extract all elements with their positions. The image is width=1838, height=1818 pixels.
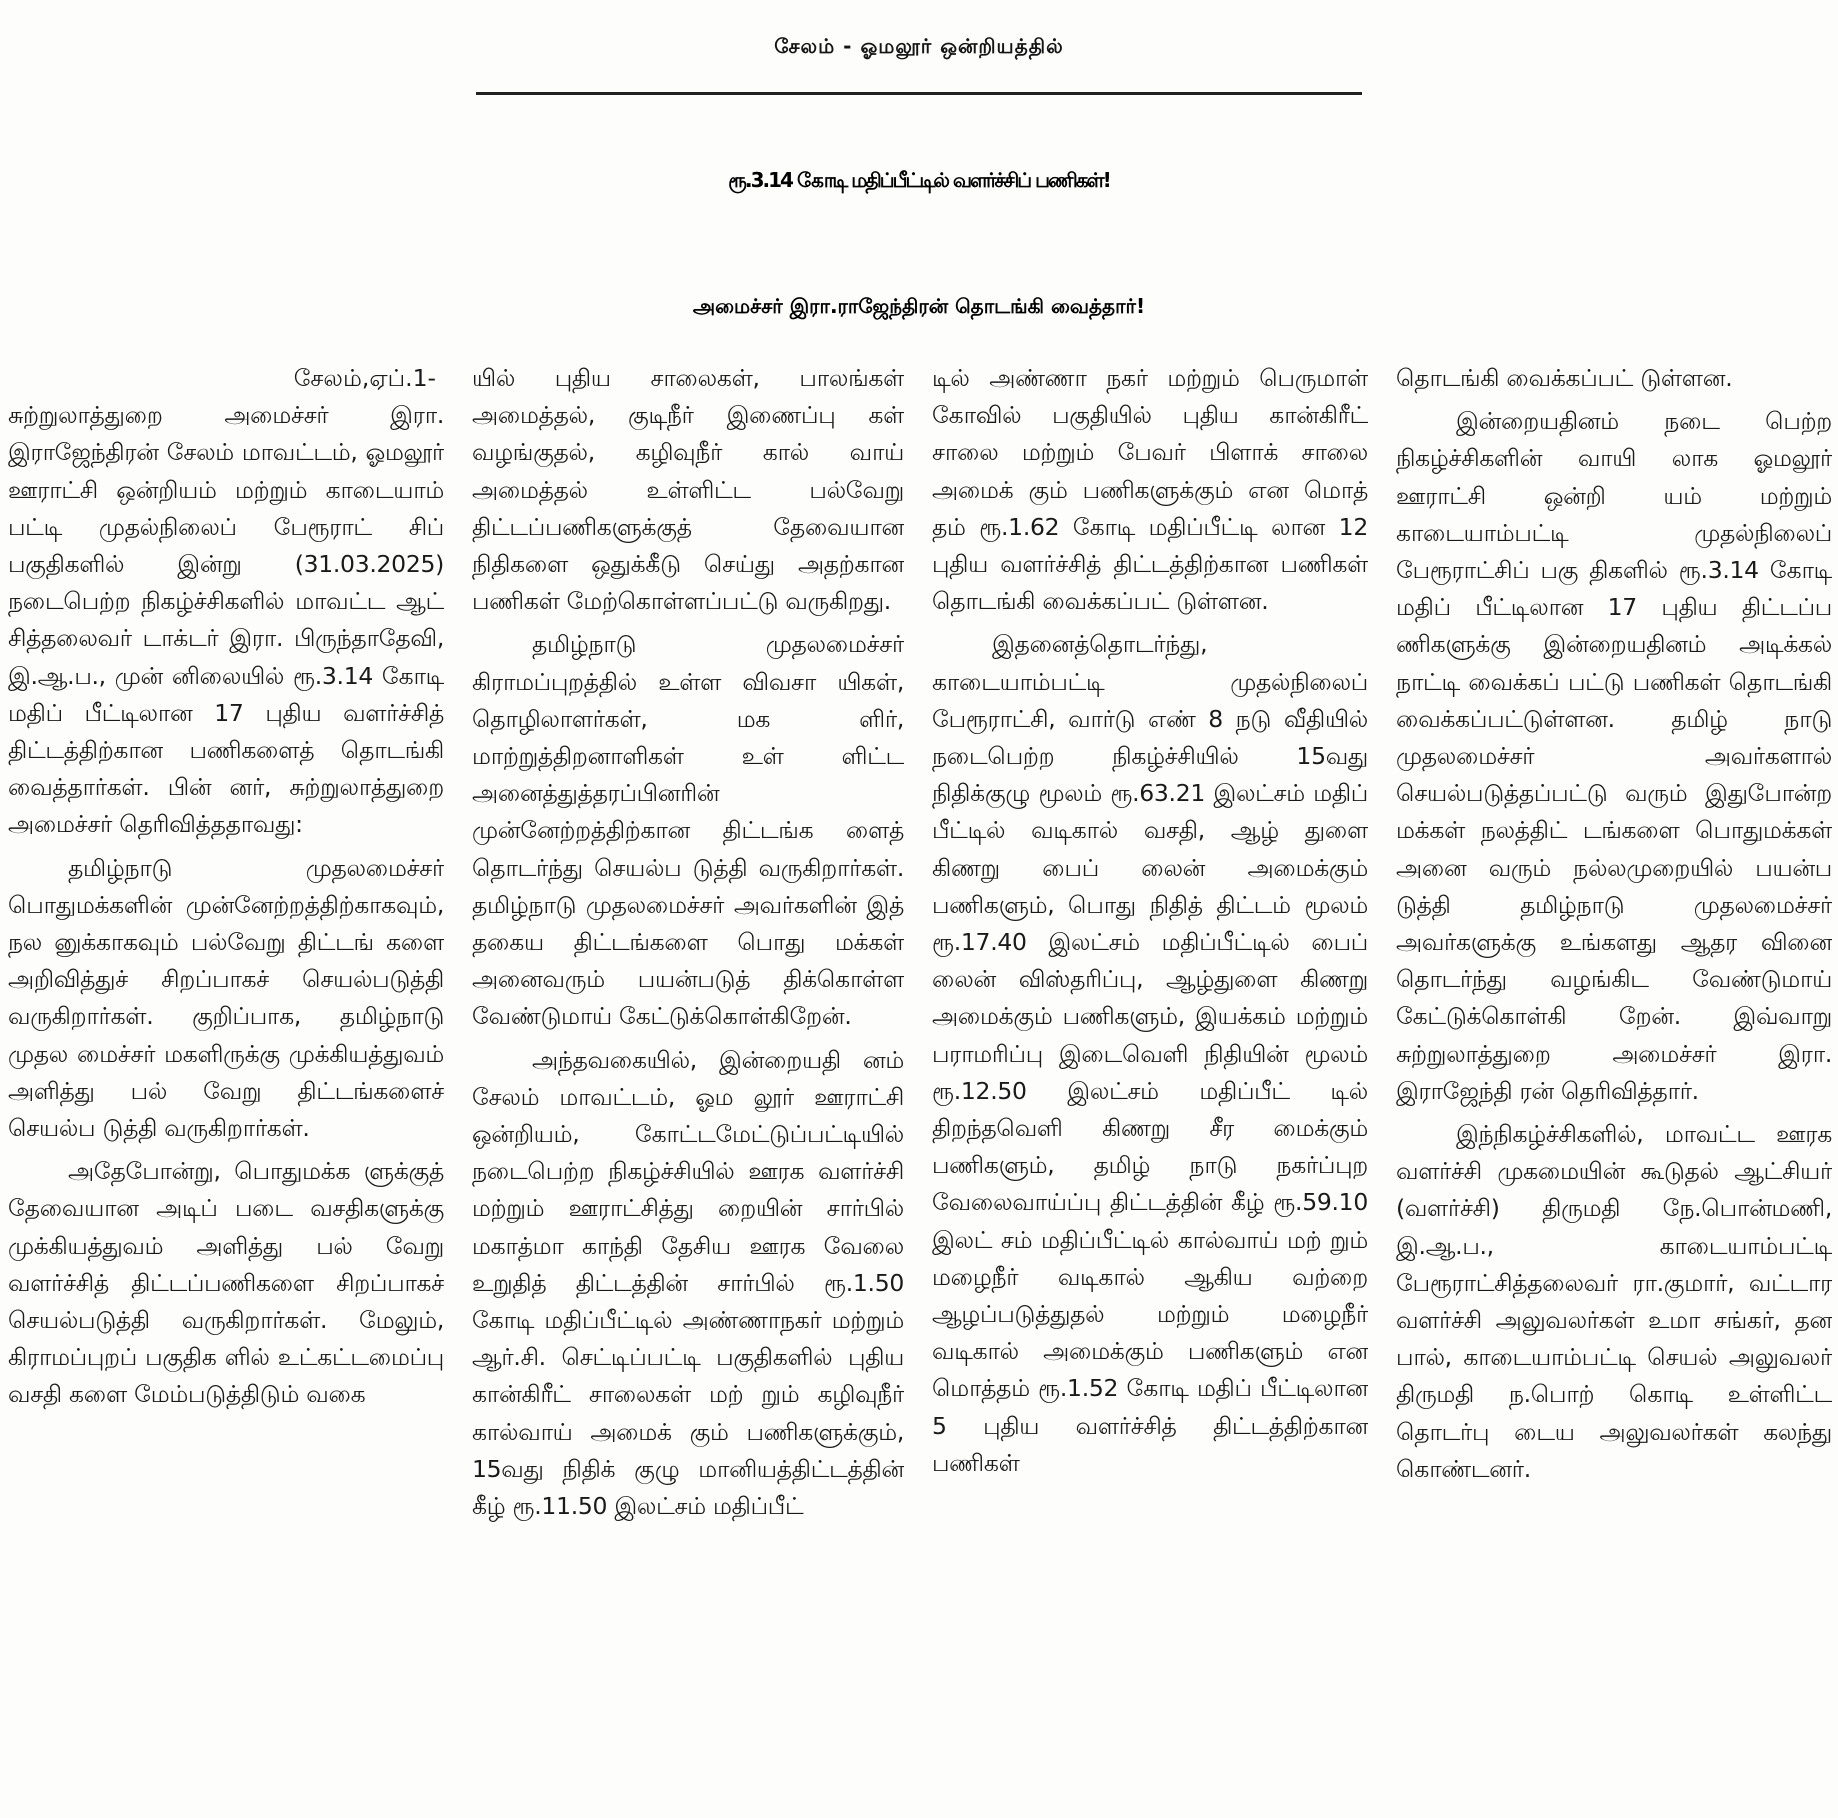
paragraph: அதேபோன்று, பொதுமக்க ளுக்குத் தேவையான அடிப் படை வசதிகளுக்கு முக்கியத்துவம் அளித்து பல் வேறு வளர்ச்சித் திட்டப்பணிகளை சிறப்பாகச் செயல்படுத்தி வருகிறார்கள். மேலும், கிராமப்புறப் பகுதிக ளில் உட்கட்டமைப்பு வசதி களை மேம்படுத்திடும் வகை [8, 1157, 444, 1409]
paragraph: இன்றையதினம் நடை பெற்ற நிகழ்ச்சிகளின் வாயி லாக ஓமலூர் ஊராட்சி ஒன்றி யம் மற்றும் காடையாம்பட்டி முதல்நிலைப் பேரூராட்சிப் பகு திகளில் ரூ.3.14 கோடி மதிப் பீட்டிலான 17 புதிய திட்டப்ப ணிகளுக்கு இன்றையதினம் அடிக்கல் நாட்டி வைக்கப் பட்டு பணிகள் தொடங்கி வைக்கப்பட்டுள்ளன. தமிழ் நாடு முதலமைச்சர் அவர்களால் செயல்படுத்தப்பட்டு வரும் இதுபோன்ற மக்கள் நலத்திட் டங்களை பொதுமக்கள் அனை வரும் நல்லமுறையில் பயன்ப டுத்தி தமிழ்நாடு முதலமைச்சர் அவர்களுக்கு உங்களது ஆதர வினை தொடர்ந்து வழங்கிட வேண்டுமாய் கேட்டுக்கொள்கி றேன். இவ்வாறு சுற்றுலாத்துறை அமைச்சர் இரா. இராஜேந்தி ரன் தெரிவித்தார். [1396, 407, 1832, 1105]
paragraph: சுற்றுலாத்துறை அமைச்சர் இரா. இராஜேந்திரன் சேலம் மாவட்டம், ஓமலூர் ஊராட்சி ஒன்றியம் மற்றும் காடையாம் பட்டி முதல்நிலைப் பேரூராட் சிப் பகுதிகளில் இன்று (31.03.2025) நடைபெற்ற நிகழ்ச்சிகளில் மாவட்ட ஆட் சித்தலைவர் டாக்டர் இரா. பிருந்தாதேவி, இ.ஆ.ப., முன் னிலையில் ரூ.3.14 கோடி மதிப் பீட்டிலான 17 புதிய வளர்ச்சித் திட்டத்திற்கான பணிகளைத் தொடங்கி வைத்தார்கள். பின் னர், சுற்றுலாத்துறை அமைச்சர் தெரிவித்ததாவது: [8, 401, 444, 839]
paragraph: டில் அண்ணா நகர் மற்றும் பெருமாள் கோவில் பகுதியில் புதிய கான்கிரீட் சாலை மற்றும் பேவர் பிளாக் சாலை அமைக் கும் பணிகளுக்கும் என மொத் தம் ரூ.1.62 கோடி மதிப்பீட்டி லான 12 புதிய வளர்ச்சித் திட்டத்திற்கான பணிகள் தொடங்கி வைக்கப்பட் டுள்ளன. [932, 364, 1368, 616]
kicker-heading: சேலம் - ஓமலூர் ஒன்றியத்தில் [774, 34, 1064, 58]
main-headline: ரூ.3.14 கோடி மதிப்பீட்டில் வளர்ச்சிப் பணிகள்! [728, 168, 1110, 192]
kicker-underline [476, 92, 1362, 95]
paragraph: யில் புதிய சாலைகள், பாலங்கள் அமைத்தல், குடிநீர் இணைப்பு கள் வழங்குதல், கழிவுநீர் கால் வாய் அமைத்தல் உள்ளிட்ட பல்வேறு திட்டப்பணிகளுக்குத் தேவையான நிதிகளை ஒதுக்கீடு செய்து அதற்கான பணிகள் மேற்கொள்ளப்பட்டு வருகிறது. [472, 364, 904, 616]
column-2 [472, 360, 904, 1816]
dateline: சேலம்,ஏப்.1- [293, 364, 436, 392]
paragraph: தமிழ்நாடு முதலமைச்சர் கிராமப்புறத்தில் உள்ள விவசா யிகள், தொழிலாளர்கள், மக ளிர், மாற்றுத்திறனாளிகள் உள் ளிட்ட அனைத்துத்தரப்பினரின் முன்னேற்றத்திற்கான திட்டங்க ளைத் தொடர்ந்து செயல்ப டுத்தி வருகிறார்கள். தமிழ்நாடு முதலமைச்சர் அவர்களின் இத் தகைய திட்டங்களை பொது மக்கள் அனைவரும் பயன்படுத் திக்கொள்ள வேண்டுமாய் கேட்டுக்கொள்கிறேன். [472, 630, 904, 1031]
paragraph: தொடங்கி வைக்கப்பட் டுள்ளன. [1396, 364, 1733, 392]
paragraph: இந்நிகழ்ச்சிகளில், மாவட்ட ஊரக வளர்ச்சி முகமையின் கூடுதல் ஆட்சியர் (வளர்ச்சி) திருமதி நே.பொன்மணி, இ.ஆ.ப., காடையாம்பட்டி பேரூராட்சித்தலைவர் ரா.குமார், வட்டார வளர்ச்சி அலுவலர்கள் உமா சங்கர், தன பால், காடையாம்பட்டி செயல் அலுவலர் திருமதி ந.பொற் கொடி உள்ளிட்ட தொடர்பு டைய அலுவலர்கள் கலந்து கொண்டனர். [1396, 1120, 1832, 1483]
article-body [8, 360, 1834, 1816]
paragraph: அந்தவகையில், இன்றையதி னம் சேலம் மாவட்டம், ஓம லூர் ஊராட்சி ஒன்றியம், கோட்டமேட்டுப்பட்டியில் நடைபெற்ற நிகழ்ச்சியில் ஊரக வளர்ச்சி மற்றும் ஊராட்சித்து றையின் சார்பில் மகாத்மா காந்தி தேசிய ஊரக வேலை உறுதித் திட்டத்தின் சார்பில் ரூ.1.50 கோடி மதிப்பீட்டில் அண்ணாநகர் மற்றும் ஆர்.சி. செட்டிப்பட்டி பகுதிகளில் புதிய கான்கிரீட் சாலைகள் மற் றும் கழிவுநீர் கால்வாய் அமைக் கும் பணிகளுக்கும், 15வது நிதிக் குழு மானியத்திட்டத்தின் கீழ் ரூ.11.50 இலட்சம் மதிப்பீட் [472, 1045, 904, 1521]
paragraph: தமிழ்நாடு முதலமைச்சர் பொதுமக்களின் முன்னேற்றத்திற்காகவும், நல னுக்காகவும் பல்வேறு திட்டங் களை அறிவித்துச் சிறப்பாகச் செயல்படுத்தி வருகிறார்கள். குறிப்பாக, தமிழ்நாடு முதல மைச்சர் மகளிருக்கு முக்கியத்துவம் அளித்து பல் வேறு திட்டங்களைச் செயல்ப டுத்தி வருகிறார்கள். [8, 853, 444, 1143]
paragraph: இதனைத்தொடர்ந்து, காடையாம்பட்டி முதல்நிலைப் பேரூராட்சி, வார்டு எண் 8 நடு வீதியில் நடைபெற்ற நிகழ்ச்சியில் 15வது நிதிக்குழு மூலம் ரூ.63.21 இலட்சம் மதிப் பீட்டில் வடிகால் வசதி, ஆழ் துளை கிணறு பைப் லைன் அமைக்கும் பணிகளும், பொது நிதித் திட்டம் மூலம் ரூ.17.40 இலட்சம் மதிப்பீட்டில் பைப் லைன் விஸ்தரிப்பு, ஆழ்துளை கிணறு அமைக்கும் பணிகளும், இயக்கம் மற்றும் பராமரிப்பு இடைவெளி நிதியின் மூலம் ரூ.12.50 இலட்சம் மதிப்பீட் டில் திறந்தவெளி கிணறு சீர மைக்கும் பணிகளும், தமிழ் நாடு நகர்ப்புற வேலைவாய்ப்பு திட்டத்தின் கீழ் ரூ.59.10 இலட் சம் மதிப்பீட்டில் கால்வாய் மற் றும் மழைநீர் வடிகால் ஆகிய வற்றை ஆழப்படுத்துதல் மற்றும் மழைநீர் வடிகால் அமைக்கும் பணிகளும் என மொத்தம் ரூ.1.52 கோடி மதிப் பீட்டிலான 5 புதிய வளர்ச்சித் திட்டத்திற்கான பணிகள் [932, 630, 1368, 1477]
sub-headline: அமைச்சர் இரா.ராஜேந்திரன் தொடங்கி வைத்தார்! [692, 294, 1146, 318]
column-4 [1396, 360, 1832, 1816]
column-3 [932, 360, 1368, 1816]
column-1 [8, 360, 444, 1816]
